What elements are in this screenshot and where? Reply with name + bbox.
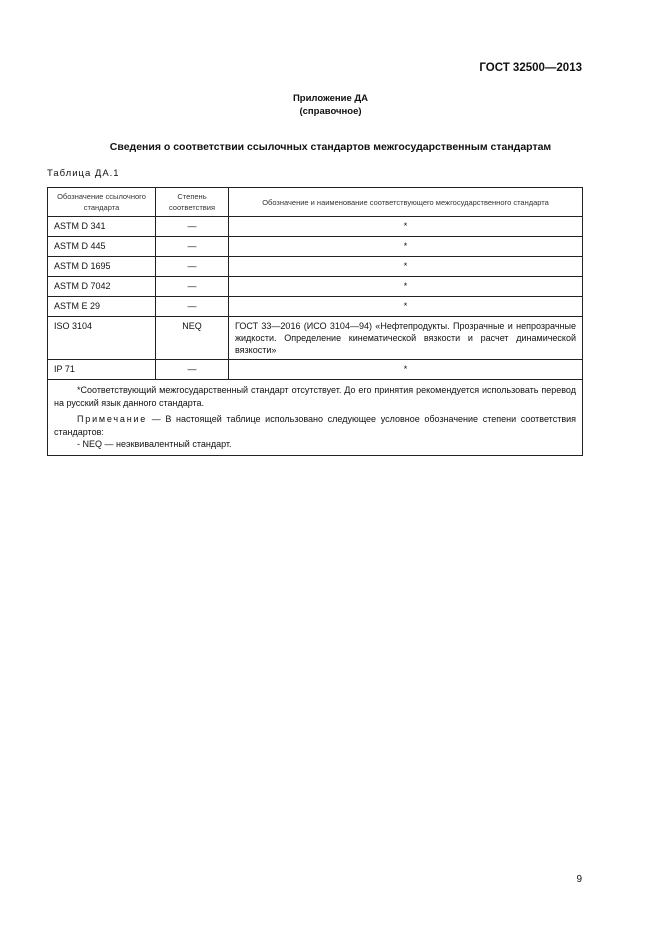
cell-degree: — bbox=[156, 257, 229, 277]
cell-degree: — bbox=[156, 360, 229, 380]
annex-subtitle: (справочное) bbox=[299, 106, 362, 117]
section-title: Сведения о соответствии ссылочных стандартов межгосударственным стандартам bbox=[109, 141, 552, 153]
cell-standard: * bbox=[229, 297, 583, 317]
table-row bbox=[48, 257, 583, 277]
table-row bbox=[48, 277, 583, 297]
page-number: 9 bbox=[576, 874, 582, 885]
cell-degree: — bbox=[156, 217, 229, 237]
header-interstate-standard: Обозначение и наименование соответствующего межгосударственного стандарта bbox=[229, 188, 583, 217]
cell-standard: * bbox=[229, 237, 583, 257]
table-header-row bbox=[48, 188, 583, 217]
note-item: - NEQ — неэквивалентный стандарт. bbox=[77, 439, 232, 449]
cell-degree: — bbox=[156, 237, 229, 257]
cell-reference: ASTM E 29 bbox=[48, 297, 156, 317]
cell-standard: * bbox=[229, 360, 583, 380]
annex-heading bbox=[0, 92, 661, 118]
table-label: Таблица ДА.1 bbox=[47, 168, 120, 179]
note-text: — В настоящей таблице использовано следующее условное обозначение степени соответствия стандартов: bbox=[54, 414, 576, 437]
cell-reference: ASTM D 341 bbox=[48, 217, 156, 237]
cell-reference: ASTM D 7042 bbox=[48, 277, 156, 297]
cell-standard: * bbox=[229, 277, 583, 297]
cell-standard: ГОСТ 33—2016 (ИСО 3104—94) «Нефтепродукты. Прозрачные и непрозрачные жидкости. Определение кинематической вязкости и расчет динамической вязкости» bbox=[229, 317, 583, 360]
table-footnote-cell bbox=[48, 380, 583, 456]
cell-reference: ASTM D 1695 bbox=[48, 257, 156, 277]
note-label: Примечание bbox=[77, 414, 148, 424]
cell-reference: ISO 3104 bbox=[48, 317, 156, 360]
document-code: ГОСТ 32500—2013 bbox=[479, 62, 582, 74]
cell-degree: — bbox=[156, 297, 229, 317]
table-row bbox=[48, 217, 583, 237]
header-degree: Степень соответствия bbox=[156, 188, 229, 217]
header-reference-standard: Обозначение ссылочного стандарта bbox=[48, 188, 156, 217]
cell-standard: * bbox=[229, 257, 583, 277]
table-row bbox=[48, 297, 583, 317]
correspondence-table bbox=[47, 187, 583, 456]
cell-degree: — bbox=[156, 277, 229, 297]
note-paragraph bbox=[54, 413, 576, 438]
cell-standard: * bbox=[229, 217, 583, 237]
cell-degree: NEQ bbox=[156, 317, 229, 360]
cell-reference: IP 71 bbox=[48, 360, 156, 380]
annex-title: Приложение ДА bbox=[292, 93, 369, 104]
table-footnote-row bbox=[48, 380, 583, 456]
table-row bbox=[48, 360, 583, 380]
table-row bbox=[48, 237, 583, 257]
table-row bbox=[48, 317, 583, 360]
cell-reference: ASTM D 445 bbox=[48, 237, 156, 257]
footnote-text: *Соответствующий межгосударственный стандарт отсутствует. До его принятия рекомендуется использовать перевод на русский язык данного стандарта. bbox=[54, 385, 576, 408]
